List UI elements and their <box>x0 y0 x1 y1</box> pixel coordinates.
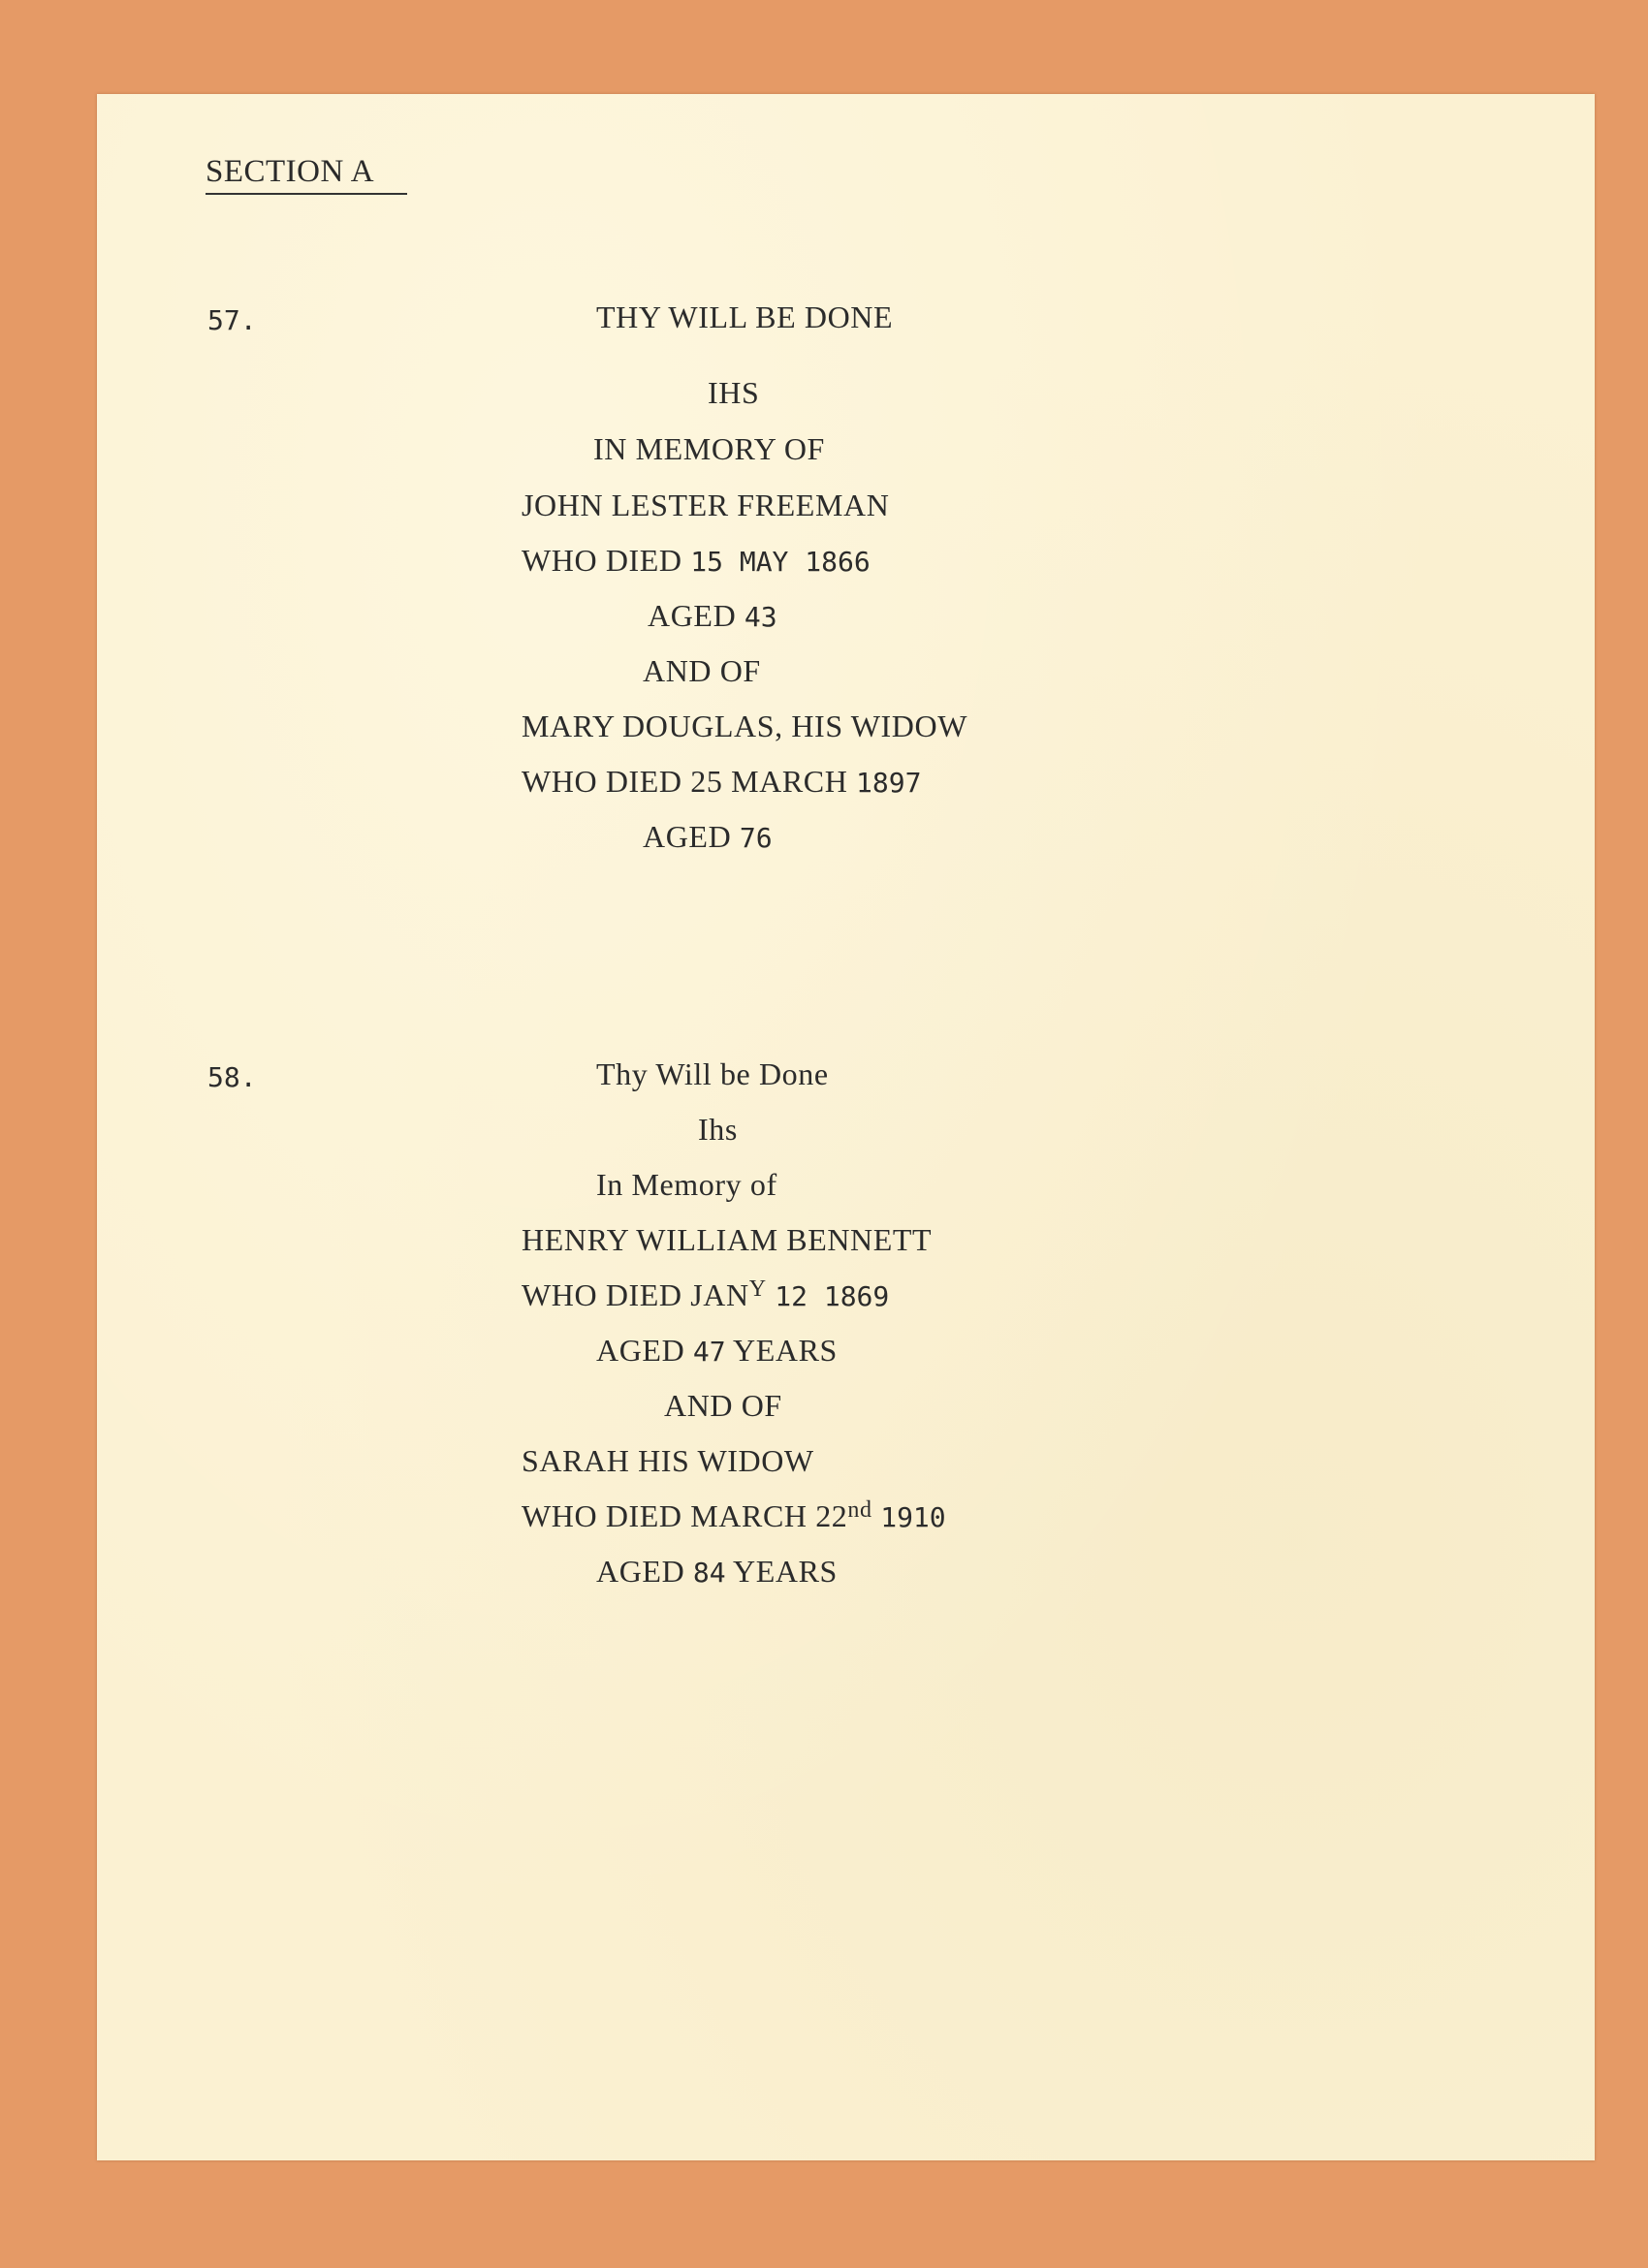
inscription-line <box>522 1277 889 1313</box>
inscription-line <box>522 764 921 800</box>
inscription-text: 25 MARCH <box>690 764 848 799</box>
inscription-year: 1910 <box>880 1501 946 1533</box>
inscription-line: THY WILL BE DONE <box>596 299 894 334</box>
superscript: nd <box>847 1497 872 1523</box>
inscription-line: JOHN LESTER FREEMAN <box>522 488 890 522</box>
inscription-line <box>643 819 773 855</box>
inscription-line: MARY DOUGLAS, HIS WIDOW <box>522 709 968 743</box>
inscription-line: In Memory of <box>596 1167 777 1202</box>
document-page <box>97 94 1595 2160</box>
inscription-date: 12 1869 <box>775 1280 890 1312</box>
inscription-line <box>596 1333 838 1369</box>
section-heading: SECTION A <box>206 154 375 189</box>
inscription-year: 1897 <box>856 767 922 799</box>
inscription-text: WHO DIED MARCH 22 <box>522 1498 848 1533</box>
inscription-text: WHO DIED JAN <box>522 1277 749 1312</box>
inscription-line: SARAH HIS WIDOW <box>522 1443 814 1478</box>
inscription-age: 76 <box>739 822 773 854</box>
inscription-text: YEARS <box>733 1333 838 1368</box>
inscription-line: Ihs <box>698 1112 738 1147</box>
inscription-text: AGED <box>643 819 732 854</box>
inscription-age: 84 <box>692 1557 726 1589</box>
inscription-date: 15 MAY 1866 <box>690 546 871 578</box>
inscription-line: HENRY WILLIAM BENNETT <box>522 1222 933 1257</box>
inscription-line <box>648 598 777 634</box>
inscription-text: WHO DIED <box>522 543 682 578</box>
inscription-line: IN MEMORY OF <box>593 431 825 466</box>
inscription-line <box>522 543 871 579</box>
inscription-text: WHO DIED <box>522 764 682 799</box>
inscription-text: AGED <box>596 1554 685 1589</box>
inscription-line <box>522 1498 946 1534</box>
inscription-age: 47 <box>692 1336 726 1368</box>
inscription-text: AGED <box>596 1333 685 1368</box>
entry-number: 58. <box>207 1061 257 1093</box>
superscript: Y <box>748 1276 767 1302</box>
inscription-line: Thy Will be Done <box>596 1056 829 1091</box>
section-underline <box>206 193 407 195</box>
inscription-text: AGED <box>648 598 737 633</box>
inscription-age: 43 <box>744 601 777 633</box>
inscription-line <box>596 1554 838 1590</box>
inscription-line: AND OF <box>664 1388 782 1423</box>
inscription-line: AND OF <box>643 653 761 688</box>
inscription-line: IHS <box>708 375 760 410</box>
entry-number: 57. <box>207 304 257 336</box>
inscription-text: YEARS <box>733 1554 838 1589</box>
